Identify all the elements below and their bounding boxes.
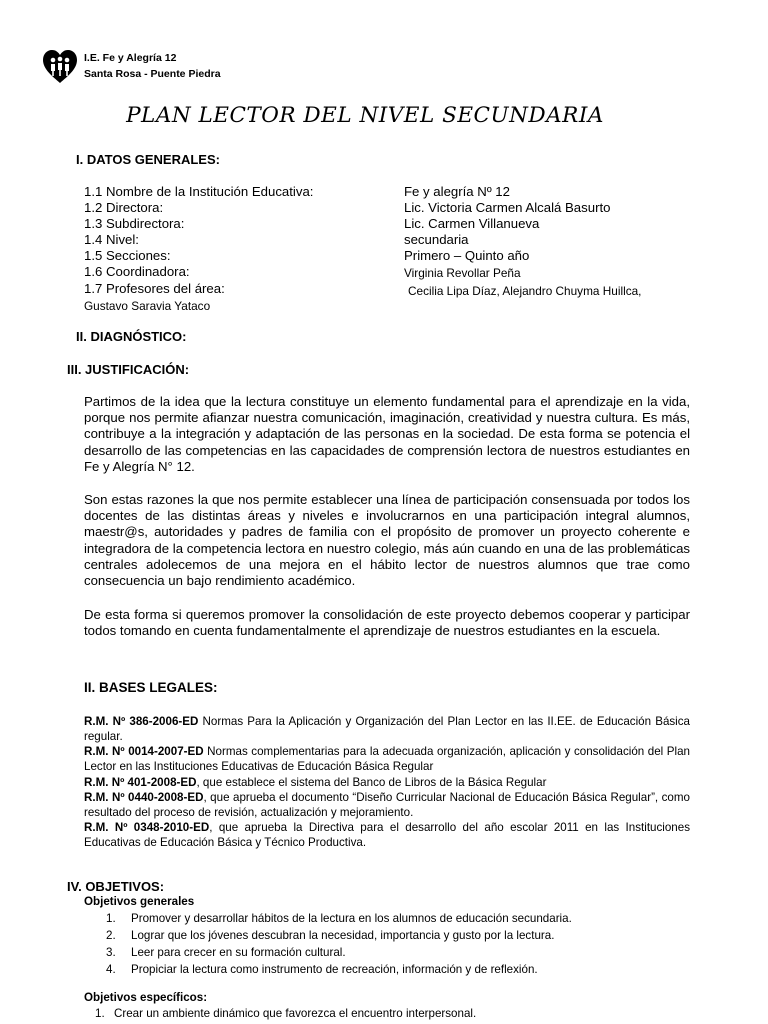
legal-ref: R.M. Nº 386-2006-ED	[84, 715, 199, 728]
list-item	[95, 1005, 476, 1022]
legal-text: Normas complementarias para la adecuada organización, aplicación y consolidación del Plan Lector en las Instituciones Educativas de Educación Básica Regular	[84, 745, 691, 774]
data-value: Cecilia Lipa Díaz, Alejandro Chuyma Huillca,	[408, 284, 642, 298]
data-value: Lic. Victoria Carmen Alcalá Basurto	[404, 200, 611, 215]
data-label: 1.5 Secciones:	[84, 248, 171, 263]
data-value: Virginia Revollar Peña	[404, 266, 521, 280]
school-name: I.E. Fe y Alegría 12	[84, 52, 177, 64]
legal-item	[84, 714, 690, 744]
list-number: 4.	[106, 963, 116, 976]
section-objetivos-heading: IV. OBJETIVOS:	[67, 879, 165, 894]
legal-text: Normas Para la Aplicación y Organización del Plan Lector en las II.EE. de Educación Básica regular.	[84, 715, 691, 744]
data-label: 1.4 Nivel:	[84, 232, 139, 247]
data-value: Fe y alegría Nº 12	[404, 184, 510, 199]
legal-item	[84, 775, 690, 790]
section-justificacion-heading: III. JUSTIFICACIÓN:	[67, 362, 190, 377]
legal-item	[84, 744, 690, 774]
data-label: 1.3 Subdirectora:	[84, 216, 185, 231]
data-label: 1.2 Directora:	[84, 200, 164, 215]
list-text: Propiciar la lectura como instrumento de recreación, información y de reflexión.	[131, 963, 538, 976]
general-objectives-heading: Objetivos generales	[84, 895, 195, 908]
list-item	[106, 944, 572, 961]
legal-text: , que aprueba la Directiva para el desarrollo del año escolar 2011 en las Instituciones Educativas de Educación Básica y Técnico Productiva.	[84, 821, 691, 850]
legal-ref: R.M. Nº 0440-2008-ED	[84, 791, 204, 804]
specific-objectives-heading: Objetivos específicos:	[84, 991, 208, 1004]
specific-objectives-list	[95, 1005, 476, 1022]
section-datos-generales-heading: I. DATOS GENERALES:	[76, 152, 220, 167]
general-objectives-list	[106, 910, 572, 978]
section-bases-legales-heading: II. BASES LEGALES:	[84, 680, 218, 695]
legal-ref: R.M. Nº 0014-2007-ED	[84, 745, 204, 758]
legal-ref: R.M. Nº 0348-2010-ED	[84, 821, 210, 834]
legal-text: , que establece el sistema del Banco de Libros de la Básica Regular	[196, 776, 547, 789]
legal-text: , que aprueba el documento “Diseño Curricular Nacional de Educación Básica Regular”, como resultado del proceso de revisión, actualización y mejoramiento.	[84, 791, 690, 820]
justification-paragraph: De esta forma si queremos promover la consolidación de este proyecto debemos cooperar y participar todos tomando en cuenta fundamentalmente el aprendizaje de nuestros estudiantes en la escuela.	[84, 607, 690, 639]
data-label: 1.7 Profesores del área:	[84, 281, 225, 296]
legal-item	[84, 820, 690, 850]
list-text: Crear un ambiente dinámico que favorezca el encuentro interpersonal.	[114, 1007, 477, 1020]
section-diagnostico-heading: II. DIAGNÓSTICO:	[76, 329, 187, 344]
list-number: 1.	[106, 912, 116, 925]
justification-paragraph: Son estas razones la que nos permite establecer una línea de participación consensuada por todos los docentes de las distintas áreas y niveles e involucrarnos en una participación integral alumnos, maestr@s, autoridades y padres de familia con el propósito de promover un proyecto coherente e integradora de la competencia lectora en nuestro colegio, más aún cuando en una de las problemáticas centrales adolecemos de una mejora en el hábito lector de nuestros alumnos que trae como consecuencia un bajo rendimiento académico.	[84, 492, 690, 589]
data-label: 1.1 Nombre de la Institución Educativa:	[84, 184, 314, 199]
school-logo-icon	[42, 49, 78, 85]
data-label: 1.6 Coordinadora:	[84, 264, 190, 279]
list-text: Promover y desarrollar hábitos de la lectura en los alumnos de educación secundaria.	[131, 912, 572, 925]
list-number: 1.	[95, 1007, 105, 1020]
list-item	[106, 961, 572, 978]
data-value: secundaria	[404, 232, 469, 247]
data-value: Lic. Carmen Villanueva	[404, 216, 540, 231]
school-location: Santa Rosa - Puente Piedra	[84, 68, 221, 80]
document-title: PLAN LECTOR DEL NIVEL SECUNDARIA	[126, 103, 604, 128]
list-text: Lograr que los jóvenes descubran la necesidad, importancia y gusto por la lectura.	[131, 929, 555, 942]
justification-paragraph: Partimos de la idea que la lectura constituye un elemento fundamental para el aprendizaje en la vida, porque nos permite afianzar nuestra comunicación, imaginación, creatividad y nuestra cultura. Es más, contribuye a la integración y adaptación de las personas en la sociedad. De esta forma se potencia el desarrollo de las competencias en las capacidades de comprensión lectora de nuestros estudiantes en Fe y Alegría N° 12.	[84, 394, 690, 474]
data-value: Primero – Quinto año	[404, 248, 530, 263]
legal-ref: R.M. Nº 401-2008-ED	[84, 776, 197, 789]
list-number: 2.	[106, 929, 116, 942]
data-value-continuation: Gustavo Saravia Yataco	[84, 299, 211, 313]
list-number: 3.	[106, 946, 116, 959]
legal-item	[84, 790, 690, 820]
list-item	[106, 910, 572, 927]
list-item	[106, 927, 572, 944]
list-text: Leer para crecer en su formación cultural.	[131, 946, 346, 959]
